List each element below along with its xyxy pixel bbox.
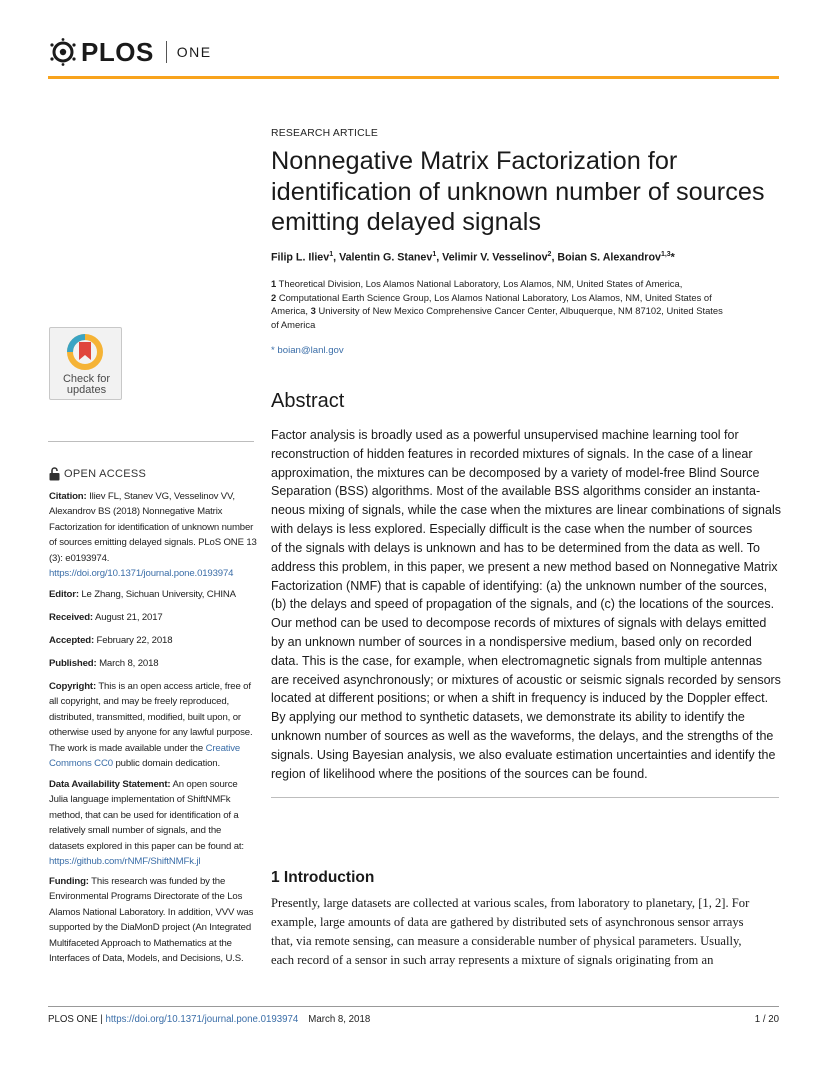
citation-doi-link[interactable]: https://doi.org/10.1371/journal.pone.0193974 bbox=[49, 568, 234, 580]
open-access-label bbox=[49, 467, 146, 481]
author-name: Boian S. Alexandrov bbox=[557, 251, 661, 264]
abstract-line: region of likelihood where the positions of the sources can be found. bbox=[271, 766, 648, 781]
sidebar-divider bbox=[48, 441, 254, 442]
badge-line1: Check for bbox=[62, 373, 111, 385]
abstract-line: Factor analysis is broadly used as a powerful unsupervised machine learning tool for bbox=[271, 428, 739, 442]
copyright-block: Copyright: This is an open access article, free of all copyright, and may be freely reproduced, distributed, transmitted, modified, built upon, or otherwise used by anyone for any lawful purpose. The work is made available under the Creative Commons CC0 public domain dedication. bbox=[49, 681, 253, 770]
badge-line2: updates bbox=[66, 384, 107, 396]
check-for-updates-badge[interactable] bbox=[49, 327, 122, 400]
abstract-line: signals. Using Bayesian analysis, we also evaluate estimation uncertainties and identify the bbox=[271, 747, 776, 762]
github-link[interactable]: https://github.com/rNMF/ShiftNMFk.jl bbox=[49, 856, 201, 868]
paragraph-line: each record of a sensor in such array represents a mixture of signals originating from an bbox=[271, 953, 714, 968]
abstract-line: address this problem, in this paper, we present a new method based on Nonnegative Matrix bbox=[271, 559, 778, 574]
abstract-line: By applying our method to synthetic datasets, we demonstrate its ability to identify the bbox=[271, 710, 745, 725]
open-lock-icon bbox=[49, 467, 60, 481]
abstract-divider bbox=[271, 797, 779, 798]
paragraph-line: that, via remote sensing, can measure a considerable number of physical parameters. Usually, bbox=[271, 934, 742, 949]
editor-block: Editor: Le Zhang, Sichuan University, CHINA bbox=[49, 589, 236, 600]
abstract-line: with delays is less explored. Especially difficult is the case when the number of sources bbox=[271, 522, 753, 537]
author-name: Valentin G. Stanev bbox=[339, 251, 433, 264]
article-title: Nonnegative Matrix Factorization for identification of unknown number of sources emitting delayed signals bbox=[271, 147, 765, 236]
funding-block: Funding: This research was funded by the Environmental Programs Directorate of the Los Alamos National Laboratory. In addition, VVV was supported by the DiaMonD project (An Integrated Multifaceted Approach to Mathematics at the Interfaces of Data, Models, and Decisions, U.S. bbox=[49, 876, 254, 965]
logo-divider bbox=[166, 41, 167, 63]
corresponding-email-link[interactable]: * boian@lanl.gov bbox=[271, 345, 344, 356]
footer-date: March 8, 2018 bbox=[308, 1014, 371, 1025]
footer-journal: PLOS ONE bbox=[48, 1014, 98, 1025]
footer-rule bbox=[48, 1006, 779, 1007]
footer-doi-link[interactable]: https://doi.org/10.1371/journal.pone.0193974 bbox=[105, 1014, 299, 1025]
abstract-line: unknown number of sources as well as the waveforms, the delays, and the strengths of the bbox=[271, 729, 774, 743]
paragraph-line: Presently, large datasets are collected at various scales, from laboratory to planetary, [1, 2]. For bbox=[271, 896, 750, 910]
author-name: Velimir V. Vesselinov bbox=[442, 251, 548, 264]
received-block: Received: August 21, 2017 bbox=[49, 612, 163, 623]
logo-journal-name: ONE bbox=[176, 44, 212, 60]
crossmark-icon bbox=[65, 334, 105, 370]
page-footer: PLOS ONE | https://doi.org/10.1371/journal.pone.0193974 March 8, 2018 1 / 20 bbox=[48, 1014, 779, 1025]
author-list: Filip L. Iliev$^1$, Valentin G. Stanev$^1$, Velimir V. Vesselinov$^2$, Boian S. Alexandrov$^{1,3}$* bbox=[271, 251, 675, 264]
abstract-line: Factorization (NMF) that is capable of identifying: (a) the unknown number of the sources, bbox=[271, 578, 768, 593]
abstract-line: Separation (BSS) algorithms. Most of the available BSS algorithms consider an instanta- bbox=[271, 484, 761, 499]
logo-wordmark: PLOS bbox=[81, 36, 154, 67]
abstract-line: neous mixing of signals, while the case when the mixtures are linear combinations of signals bbox=[271, 503, 781, 518]
section-heading-introduction: 1 Introduction bbox=[271, 869, 375, 886]
introduction-body bbox=[271, 894, 781, 970]
citation-block: Citation: Iliev FL, Stanev VG, Vesselinov VV, Alexandrov BS (2018) Nonnegative Matrix Factorization for identification of unknown number of sources emitting delayed signals. PLoS ONE 13 (3): e0193974. https://doi.org/10.1371/journal.pone.0193974 bbox=[49, 491, 257, 580]
plos-one-logo bbox=[48, 38, 212, 66]
open-access-text: OPEN ACCESS bbox=[64, 468, 147, 480]
abstract-line: reconstruction of hidden features in recorded mixtures of signals. In the case of a linear bbox=[271, 446, 753, 461]
header-accent-rule bbox=[48, 76, 779, 79]
abstract-line: Our method can be used to decompose records of mixtures of signals with delays emitted bbox=[271, 616, 767, 631]
abstract-line: approximation, the mixtures can be decomposed by a variety of model-free Blind Source bbox=[271, 465, 760, 480]
affiliations: 1 Theoretical Division, Los Alamos National Laboratory, Los Alamos, NM, United States of America, 2 Computational Earth Science Group, Los Alamos National Laboratory, Los Alamos, NM, United States of America, 3 University of New Mexico Comprehensive Cancer Center, Albuquerque, NM 87102, United States of America bbox=[271, 278, 723, 330]
published-block: Published: March 8, 2018 bbox=[49, 658, 159, 669]
creative-commons-link[interactable]: Creative Commons CC0 bbox=[49, 742, 241, 770]
data-availability-block: Data Availability Statement: An open source Julia language implementation of ShiftNMFk method, that can be used for identification of a relatively small number of signals, and the datasets explored in this paper can be found at: https://github.com/rNMF/ShiftNMFk.jl bbox=[49, 779, 244, 868]
plos-logo-icon bbox=[48, 37, 78, 67]
paragraph-line: example, large amounts of data are gathered by distributed sets of asynchronous sensor arrays bbox=[271, 915, 744, 930]
abstract-heading: Abstract bbox=[271, 390, 345, 412]
abstract-line: located at different positions; or when a shift in frequency is induced by the Doppler effect. bbox=[271, 691, 769, 706]
page-number: 1 / 20 bbox=[754, 1014, 779, 1025]
abstract-line: (b) the delays and speed of propagation of the signals, and (c) the locations of the sources. bbox=[271, 597, 775, 612]
abstract-line: data. This is the case, for example, when electromagnetic signals from multiple antennas bbox=[271, 653, 762, 668]
abstract-line: are received asynchronously; or mixtures of acoustic or seismic signals recorded by sensors bbox=[271, 672, 781, 687]
abstract-line: by an unknown number of sources in a nondispersive medium, based only on recorded bbox=[271, 634, 752, 649]
abstract-line: of the signals with delays is unknown and has to be determined from the data as well. To bbox=[271, 540, 760, 555]
article-type: RESEARCH ARTICLE bbox=[271, 128, 378, 139]
accepted-block: Accepted: February 22, 2018 bbox=[49, 635, 173, 646]
author-name: Filip L. Iliev bbox=[271, 251, 330, 264]
abstract-body bbox=[271, 426, 781, 783]
